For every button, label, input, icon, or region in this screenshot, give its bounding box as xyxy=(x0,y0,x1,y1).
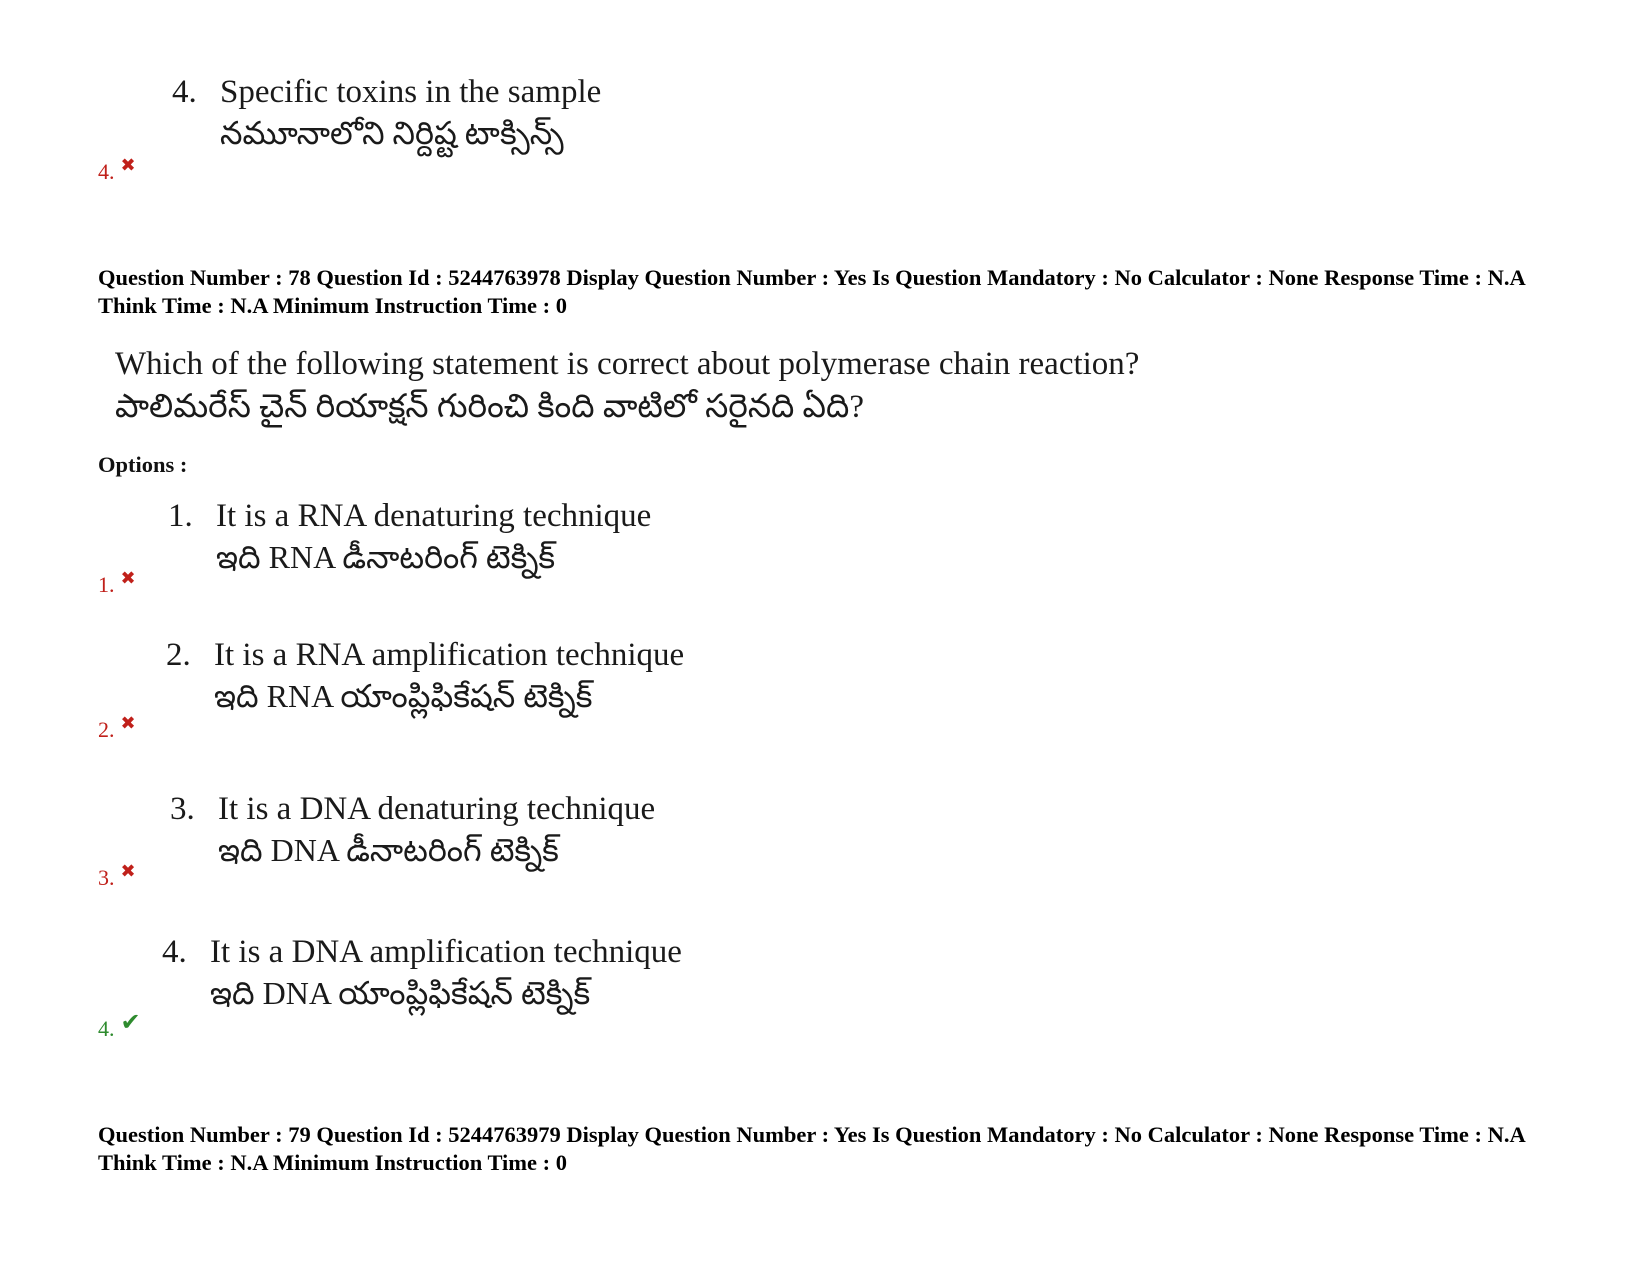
option-number: 2. xyxy=(166,637,191,673)
marker-number: 4. xyxy=(98,159,115,184)
question-78-meta: Question Number : 78 Question Id : 5244763978 Display Question Number : Yes Is Question Mandatory : No Calculator : None Response Time : N.A Think Time : N.A Minimum Instruction Time : 0 xyxy=(98,265,1525,318)
cross-icon: ✖ xyxy=(120,861,136,881)
prev-option-4 xyxy=(172,72,601,154)
option-number: 3. xyxy=(170,791,195,827)
cross-icon: ✖ xyxy=(120,568,136,588)
option-4 xyxy=(162,932,682,1014)
option-1 xyxy=(168,496,651,578)
option-text-te: నమూనాలోని నిర్దిష్ట టాక్సిన్స్ xyxy=(220,115,564,151)
cross-icon: ✖ xyxy=(120,713,136,733)
option-text-en: It is a DNA denaturing technique xyxy=(218,791,656,827)
options-label: Options : xyxy=(98,452,188,477)
option-3-marker xyxy=(98,861,136,891)
option-2-marker xyxy=(98,713,136,743)
question-79-meta: Question Number : 79 Question Id : 5244763979 Display Question Number : Yes Is Question Mandatory : No Calculator : None Response Time : N.A Think Time : N.A Minimum Instruction Time : 0 xyxy=(98,1122,1525,1175)
option-text-te: ఇది DNA డీనాటరింగ్ టెక్నిక్ xyxy=(218,832,559,868)
option-text-en: It is a DNA amplification technique xyxy=(210,934,682,970)
option-text-te: ఇది DNA యాంప్లిఫికేషన్ టెక్నిక్ xyxy=(210,975,591,1011)
option-text-en: Specific toxins in the sample xyxy=(220,74,602,110)
option-number: 4. xyxy=(162,934,187,970)
question-78-text-en: Which of the following statement is correct about polymerase chain reaction? xyxy=(115,346,1140,382)
check-icon: ✔ xyxy=(120,1010,141,1036)
option-3 xyxy=(170,789,655,871)
option-text-te: ఇది RNA డీనాటరింగ్ టెక్నిక్ xyxy=(216,539,556,575)
option-2 xyxy=(166,635,684,717)
marker-number: 2. xyxy=(98,717,115,742)
option-1-marker xyxy=(98,568,136,598)
cross-icon: ✖ xyxy=(120,155,136,175)
option-number: 1. xyxy=(168,498,193,534)
marker-number: 3. xyxy=(98,865,115,890)
option-number: 4. xyxy=(172,74,197,110)
option-text-te: ఇది RNA యాంప్లిఫికేషన్ టెక్నిక్ xyxy=(214,678,593,714)
marker-number: 1. xyxy=(98,572,115,597)
option-text-en: It is a RNA amplification technique xyxy=(214,637,685,673)
marker-number: 4. xyxy=(98,1016,115,1041)
option-4-marker xyxy=(98,1010,141,1041)
option-text-en: It is a RNA denaturing technique xyxy=(216,498,652,534)
prev-option-4-marker xyxy=(98,155,136,185)
question-78-text-te: పాలిమరేస్ చైన్ రియాక్షన్ గురించి కింది వాటిలో సరైనది ఏది? xyxy=(115,389,864,425)
